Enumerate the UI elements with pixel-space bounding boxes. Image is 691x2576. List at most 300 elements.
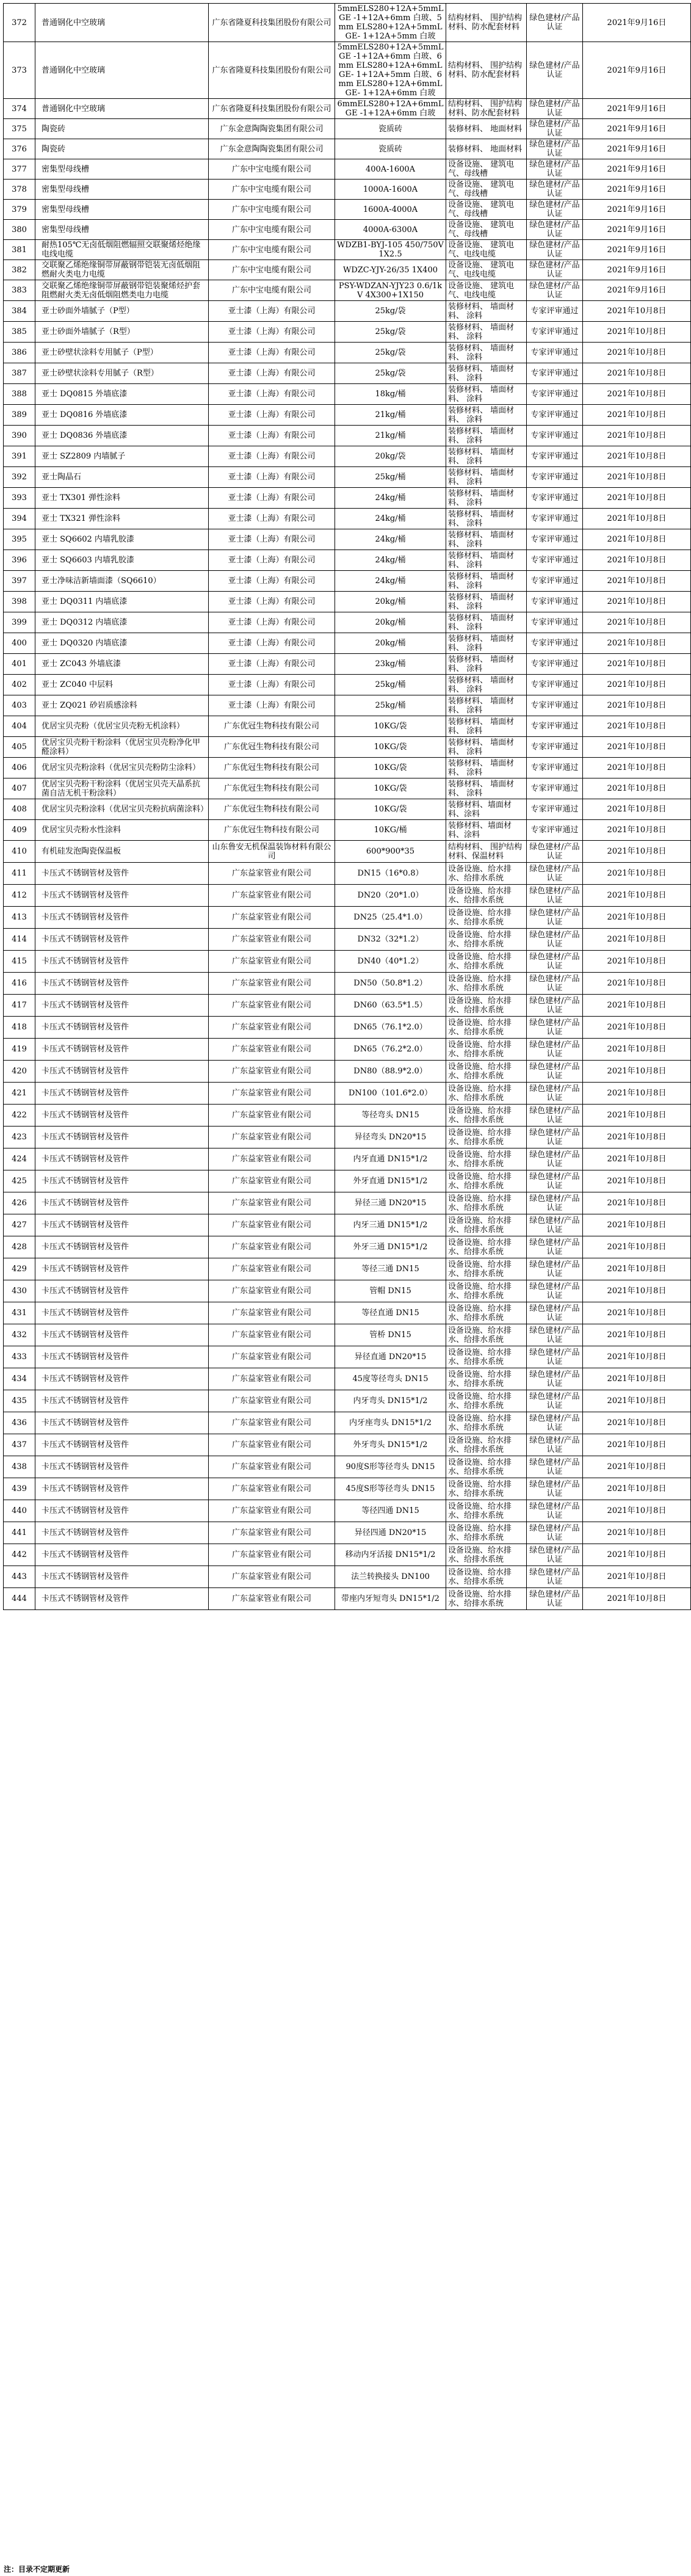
- item-number-cell: 386: [4, 343, 35, 363]
- date-cell: 2021年10月8日: [583, 550, 691, 571]
- certification-cell: 绿色建材/产品认证: [527, 1148, 583, 1170]
- date-cell: 2021年10月8日: [583, 426, 691, 446]
- specification-cell: 5mmELS280+12A+5mmLGE -1+12A+6mm 白玻、5mm ELS280+12A+5mmLGE- 1+12A+5mm 白玻: [335, 4, 446, 42]
- specification-cell: 25kg/桶: [335, 675, 446, 695]
- product-name-cell: 卡压式不锈钢管材及管件: [35, 1148, 209, 1170]
- product-name-cell: 卡压式不锈钢管材及管件: [35, 1412, 209, 1434]
- product-name-cell: 亚士净味洁新墙面漆（SQ6610）: [35, 571, 209, 592]
- application-cell: 设备设施、给水排水、给排水系统: [446, 951, 527, 973]
- company-name-cell: 广东中宝电缆有限公司: [209, 159, 335, 180]
- application-cell: 装修材料、 墙面材料、 涂料: [446, 654, 527, 675]
- table-row: [4, 1214, 691, 1236]
- table-row: [4, 737, 691, 758]
- company-name-cell: 广东优冠生物科技有限公司: [209, 737, 335, 758]
- application-cell: 装修材料、 墙面材料、 涂料: [446, 592, 527, 612]
- application-cell: 结构材料、 围护结构材料、防水配套材料: [446, 99, 527, 119]
- table-row: [4, 159, 691, 180]
- item-number-cell: 418: [4, 1017, 35, 1039]
- company-name-cell: 亚士漆（上海）有限公司: [209, 488, 335, 509]
- product-name-cell: 普通钢化中空玻璃: [35, 4, 209, 42]
- certification-cell: 绿色建材/产品认证: [527, 1280, 583, 1302]
- company-name-cell: 广东益家管业有限公司: [209, 1148, 335, 1170]
- certification-cell: 绿色建材/产品认证: [527, 42, 583, 99]
- product-name-cell: 卡压式不锈钢管材及管件: [35, 1346, 209, 1368]
- company-name-cell: 广东益家管业有限公司: [209, 885, 335, 907]
- application-cell: 装修材料、 墙面材料、 涂料: [446, 446, 527, 467]
- table-row: [4, 1434, 691, 1456]
- date-cell: 2021年10月8日: [583, 1478, 691, 1500]
- company-name-cell: 广东益家管业有限公司: [209, 1566, 335, 1588]
- certification-cell: 专家评审通过: [527, 820, 583, 841]
- company-name-cell: 广东优冠生物科技有限公司: [209, 778, 335, 799]
- certification-cell: 绿色建材/产品认证: [527, 907, 583, 929]
- item-number-cell: 391: [4, 446, 35, 467]
- product-name-cell: 卡压式不锈钢管材及管件: [35, 995, 209, 1017]
- company-name-cell: 广东益家管业有限公司: [209, 1302, 335, 1324]
- specification-cell: 20kg/桶: [335, 612, 446, 633]
- table-row: [4, 1105, 691, 1127]
- application-cell: 设备设施、 建筑电气、母线槽: [446, 159, 527, 180]
- application-cell: 设备设施、给水排水、给排水系统: [446, 863, 527, 885]
- table-row: [4, 612, 691, 633]
- item-number-cell: 396: [4, 550, 35, 571]
- certification-cell: 绿色建材/产品认证: [527, 200, 583, 220]
- specification-cell: 10KG/袋: [335, 716, 446, 737]
- table-row: [4, 929, 691, 951]
- certification-cell: 绿色建材/产品认证: [527, 99, 583, 119]
- product-name-cell: 优居宝贝壳粉干粉涂料（优居宝贝壳粉净化甲醛涂料）: [35, 737, 209, 758]
- specification-cell: 21kg/桶: [335, 405, 446, 426]
- application-cell: 装修材料、墙面材料、涂料: [446, 799, 527, 820]
- company-name-cell: 广东益家管业有限公司: [209, 1324, 335, 1346]
- specification-cell: DN60（63.5*1.5）: [335, 995, 446, 1017]
- item-number-cell: 393: [4, 488, 35, 509]
- specification-cell: 24kg/桶: [335, 571, 446, 592]
- product-name-cell: 卡压式不锈钢管材及管件: [35, 1258, 209, 1280]
- product-name-cell: 密集型母线槽: [35, 200, 209, 220]
- application-cell: 装修材料、 墙面材料、 涂料: [446, 778, 527, 799]
- product-name-cell: 交联聚乙烯绝缘铜带屏蔽钢带铠装聚烯烃护套阻燃耐火类无卤低烟阻燃类电力电缆: [35, 280, 209, 301]
- item-number-cell: 408: [4, 799, 35, 820]
- specification-cell: 内牙座弯头 DN15*1/2: [335, 1412, 446, 1434]
- company-name-cell: 广东益家管业有限公司: [209, 1258, 335, 1280]
- application-cell: 装修材料、 墙面材料、 涂料: [446, 301, 527, 322]
- item-number-cell: 376: [4, 139, 35, 159]
- date-cell: 2021年10月8日: [583, 695, 691, 716]
- table-row: [4, 799, 691, 820]
- certification-cell: 绿色建材/产品认证: [527, 139, 583, 159]
- date-cell: 2021年10月8日: [583, 1522, 691, 1544]
- certification-cell: 绿色建材/产品认证: [527, 1566, 583, 1588]
- item-number-cell: 381: [4, 240, 35, 260]
- certification-cell: 专家评审通过: [527, 716, 583, 737]
- company-name-cell: 广东益家管业有限公司: [209, 995, 335, 1017]
- certification-cell: 绿色建材/产品认证: [527, 841, 583, 863]
- item-number-cell: 379: [4, 200, 35, 220]
- application-cell: 装修材料、 墙面材料、 涂料: [446, 695, 527, 716]
- date-cell: 2021年10月8日: [583, 820, 691, 841]
- application-cell: 结构材料、 围护结构材料、保温材料: [446, 841, 527, 863]
- specification-cell: 等径三通 DN15: [335, 1258, 446, 1280]
- date-cell: 2021年10月8日: [583, 1368, 691, 1390]
- table-row: [4, 1368, 691, 1390]
- product-name-cell: 亚士 ZC043 外墙底漆: [35, 654, 209, 675]
- specification-cell: 等径直通 DN15: [335, 1302, 446, 1324]
- date-cell: 2021年10月8日: [583, 1588, 691, 1610]
- specification-cell: DN40（40*1.2）: [335, 951, 446, 973]
- product-name-cell: 亚士 DQ0311 内墙底漆: [35, 592, 209, 612]
- company-name-cell: 广东省隆夏科技集团股份有限公司: [209, 4, 335, 42]
- date-cell: 2021年10月8日: [583, 1258, 691, 1280]
- specification-cell: WDZB1-BYJ-105 450/750V 1X2.5: [335, 240, 446, 260]
- product-name-cell: 优居宝贝壳粉涂料（优居宝贝壳粉防尘涂料）: [35, 758, 209, 778]
- date-cell: 2021年10月8日: [583, 1192, 691, 1214]
- company-name-cell: 广东益家管业有限公司: [209, 1478, 335, 1500]
- product-name-cell: 卡压式不锈钢管材及管件: [35, 1522, 209, 1544]
- specification-cell: 1600A-4000A: [335, 200, 446, 220]
- certification-cell: 绿色建材/产品认证: [527, 1588, 583, 1610]
- table-row: [4, 1039, 691, 1061]
- application-cell: 装修材料、 地面材料: [446, 139, 527, 159]
- company-name-cell: 广东优冠生物科技有限公司: [209, 820, 335, 841]
- certification-cell: 绿色建材/产品认证: [527, 1017, 583, 1039]
- certification-cell: 绿色建材/产品认证: [527, 1236, 583, 1258]
- specification-cell: 异径三通 DN20*15: [335, 1192, 446, 1214]
- date-cell: 2021年10月8日: [583, 841, 691, 863]
- item-number-cell: 384: [4, 301, 35, 322]
- product-name-cell: 亚士 DQ0815 外墙底漆: [35, 384, 209, 405]
- table-row: [4, 1236, 691, 1258]
- table-row: [4, 841, 691, 863]
- date-cell: 2021年10月8日: [583, 885, 691, 907]
- item-number-cell: 397: [4, 571, 35, 592]
- date-cell: 2021年10月8日: [583, 1017, 691, 1039]
- product-name-cell: 耐热105℃无卤低烟阻燃辐照交联聚烯烃绝缘电线电缆: [35, 240, 209, 260]
- date-cell: 2021年10月8日: [583, 612, 691, 633]
- specification-cell: 5mmELS280+12A+5mmLGE -1+12A+6mm 白玻、6mm ELS280+12A+6mmLGE- 1+12A+5mm 白玻、6mm ELS280+12A+6mmLGE- 1+12A+6mm 白玻: [335, 42, 446, 99]
- table-row: [4, 695, 691, 716]
- product-name-cell: 卡压式不锈钢管材及管件: [35, 1083, 209, 1105]
- certification-cell: 绿色建材/产品认证: [527, 1302, 583, 1324]
- product-name-cell: 亚士砂面外墙腻子（R型）: [35, 322, 209, 343]
- certification-cell: 专家评审通过: [527, 343, 583, 363]
- application-cell: 设备设施、给水排水、给排水系统: [446, 1390, 527, 1412]
- specification-cell: 45度等径弯头 DN15: [335, 1368, 446, 1390]
- certification-cell: 专家评审通过: [527, 446, 583, 467]
- table-row: [4, 405, 691, 426]
- certification-cell: 绿色建材/产品认证: [527, 1478, 583, 1500]
- item-number-cell: 409: [4, 820, 35, 841]
- product-name-cell: 亚士 DQ0320 内墙底漆: [35, 633, 209, 654]
- company-name-cell: 广东益家管业有限公司: [209, 1412, 335, 1434]
- table-row: [4, 1170, 691, 1192]
- certification-cell: 专家评审通过: [527, 384, 583, 405]
- table-row: [4, 1192, 691, 1214]
- certification-cell: 专家评审通过: [527, 633, 583, 654]
- certification-cell: 绿色建材/产品认证: [527, 1192, 583, 1214]
- certification-cell: 专家评审通过: [527, 592, 583, 612]
- product-name-cell: 卡压式不锈钢管材及管件: [35, 1588, 209, 1610]
- date-cell: 2021年10月8日: [583, 1061, 691, 1083]
- product-name-cell: 卡压式不锈钢管材及管件: [35, 885, 209, 907]
- application-cell: 装修材料、 墙面材料、 涂料: [446, 675, 527, 695]
- table-row: [4, 778, 691, 799]
- table-row: [4, 1478, 691, 1500]
- date-cell: 2021年10月8日: [583, 737, 691, 758]
- product-name-cell: 卡压式不锈钢管材及管件: [35, 1017, 209, 1039]
- product-name-cell: 卡压式不锈钢管材及管件: [35, 1214, 209, 1236]
- specification-cell: 移动内牙活接 DN15*1/2: [335, 1544, 446, 1566]
- table-row: [4, 1390, 691, 1412]
- specification-cell: 外牙直通 DN15*1/2: [335, 1170, 446, 1192]
- company-name-cell: 亚士漆（上海）有限公司: [209, 405, 335, 426]
- company-name-cell: 广东金意陶陶瓷集团有限公司: [209, 139, 335, 159]
- application-cell: 结构材料、 围护结构材料、防水配套材料: [446, 4, 527, 42]
- product-name-cell: 陶瓷砖: [35, 119, 209, 139]
- specification-cell: 20kg/桶: [335, 633, 446, 654]
- company-name-cell: 广东益家管业有限公司: [209, 1280, 335, 1302]
- date-cell: 2021年10月8日: [583, 488, 691, 509]
- item-number-cell: 423: [4, 1127, 35, 1148]
- company-name-cell: 广东益家管业有限公司: [209, 1039, 335, 1061]
- certification-cell: 绿色建材/产品认证: [527, 885, 583, 907]
- date-cell: 2021年10月8日: [583, 929, 691, 951]
- date-cell: 2021年9月16日: [583, 99, 691, 119]
- table-row: [4, 1280, 691, 1302]
- specification-cell: 10KG/袋: [335, 758, 446, 778]
- date-cell: 2021年10月8日: [583, 1324, 691, 1346]
- specification-cell: 管帽 DN15: [335, 1280, 446, 1302]
- certification-cell: 专家评审通过: [527, 529, 583, 550]
- specification-cell: 内牙弯头 DN15*1/2: [335, 1390, 446, 1412]
- date-cell: 2021年9月16日: [583, 159, 691, 180]
- company-name-cell: 广东中宝电缆有限公司: [209, 180, 335, 200]
- date-cell: 2021年10月8日: [583, 405, 691, 426]
- date-cell: 2021年9月16日: [583, 280, 691, 301]
- date-cell: 2021年10月8日: [583, 571, 691, 592]
- catalog-body: [4, 4, 691, 1610]
- specification-cell: 带座内牙短弯头 DN15*1/2: [335, 1588, 446, 1610]
- specification-cell: 24kg/桶: [335, 488, 446, 509]
- product-name-cell: 卡压式不锈钢管材及管件: [35, 1302, 209, 1324]
- certification-cell: 绿色建材/产品认证: [527, 1039, 583, 1061]
- product-name-cell: 卡压式不锈钢管材及管件: [35, 1456, 209, 1478]
- specification-cell: 6mmELS280+12A+6mmLGE -1+12A+6mm 白玻: [335, 99, 446, 119]
- certification-cell: 专家评审通过: [527, 758, 583, 778]
- application-cell: 设备设施、 建筑电气、电线电缆: [446, 280, 527, 301]
- product-name-cell: 普通钢化中空玻璃: [35, 99, 209, 119]
- company-name-cell: 广东中宝电缆有限公司: [209, 200, 335, 220]
- application-cell: 结构材料、 围护结构材料、防水配套材料: [446, 42, 527, 99]
- date-cell: 2021年10月8日: [583, 973, 691, 995]
- company-name-cell: 广东优冠生物科技有限公司: [209, 716, 335, 737]
- application-cell: 装修材料、墙面材料、涂料: [446, 820, 527, 841]
- company-name-cell: 亚士漆（上海）有限公司: [209, 675, 335, 695]
- item-number-cell: 394: [4, 509, 35, 529]
- date-cell: 2021年10月8日: [583, 1456, 691, 1478]
- item-number-cell: 433: [4, 1346, 35, 1368]
- product-name-cell: 亚士 ZC040 中层料: [35, 675, 209, 695]
- certification-cell: 绿色建材/产品认证: [527, 1061, 583, 1083]
- date-cell: 2021年9月16日: [583, 42, 691, 99]
- date-cell: 2021年10月8日: [583, 1170, 691, 1192]
- company-name-cell: 亚士漆（上海）有限公司: [209, 384, 335, 405]
- product-name-cell: 亚士 TX321 弹性涂料: [35, 509, 209, 529]
- certification-cell: 绿色建材/产品认证: [527, 863, 583, 885]
- date-cell: 2021年9月16日: [583, 119, 691, 139]
- company-name-cell: 广东益家管业有限公司: [209, 1017, 335, 1039]
- product-name-cell: 卡压式不锈钢管材及管件: [35, 1127, 209, 1148]
- item-number-cell: 432: [4, 1324, 35, 1346]
- table-row: [4, 260, 691, 280]
- company-name-cell: 广东益家管业有限公司: [209, 973, 335, 995]
- company-name-cell: 广东中宝电缆有限公司: [209, 220, 335, 240]
- application-cell: 设备设施、给水排水、给排水系统: [446, 1500, 527, 1522]
- company-name-cell: 广东益家管业有限公司: [209, 1368, 335, 1390]
- table-row: [4, 280, 691, 301]
- table-row: [4, 907, 691, 929]
- application-cell: 设备设施、给水排水、给排水系统: [446, 995, 527, 1017]
- application-cell: 设备设施、给水排水、给排水系统: [446, 1170, 527, 1192]
- application-cell: 设备设施、给水排水、给排水系统: [446, 1083, 527, 1105]
- table-row: [4, 343, 691, 363]
- table-row: [4, 951, 691, 973]
- product-name-cell: 亚士 DQ0836 外墙底漆: [35, 426, 209, 446]
- item-number-cell: 416: [4, 973, 35, 995]
- table-row: [4, 119, 691, 139]
- specification-cell: 25kg/袋: [335, 301, 446, 322]
- item-number-cell: 434: [4, 1368, 35, 1390]
- specification-cell: 等径弯头 DN15: [335, 1105, 446, 1127]
- date-cell: 2021年9月16日: [583, 240, 691, 260]
- date-cell: 2021年10月8日: [583, 322, 691, 343]
- certification-cell: 专家评审通过: [527, 695, 583, 716]
- certification-cell: 绿色建材/产品认证: [527, 929, 583, 951]
- certification-cell: 绿色建材/产品认证: [527, 1500, 583, 1522]
- company-name-cell: 广东益家管业有限公司: [209, 1588, 335, 1610]
- table-row: [4, 1544, 691, 1566]
- table-row: [4, 1083, 691, 1105]
- company-name-cell: 亚士漆（上海）有限公司: [209, 550, 335, 571]
- item-number-cell: 389: [4, 405, 35, 426]
- application-cell: 设备设施、 建筑电气、母线槽: [446, 220, 527, 240]
- certification-cell: 绿色建材/产品认证: [527, 159, 583, 180]
- item-number-cell: 417: [4, 995, 35, 1017]
- item-number-cell: 377: [4, 159, 35, 180]
- company-name-cell: 广东益家管业有限公司: [209, 1346, 335, 1368]
- company-name-cell: 广东益家管业有限公司: [209, 1544, 335, 1566]
- date-cell: 2021年10月8日: [583, 995, 691, 1017]
- date-cell: 2021年10月8日: [583, 1148, 691, 1170]
- certification-cell: 绿色建材/产品认证: [527, 4, 583, 42]
- company-name-cell: 亚士漆（上海）有限公司: [209, 654, 335, 675]
- table-row: [4, 885, 691, 907]
- certification-cell: 专家评审通过: [527, 322, 583, 343]
- product-name-cell: 亚士 SQ6602 内墙乳胶漆: [35, 529, 209, 550]
- certification-cell: 专家评审通过: [527, 778, 583, 799]
- company-name-cell: 广东省隆夏科技集团股份有限公司: [209, 42, 335, 99]
- certification-cell: 专家评审通过: [527, 363, 583, 384]
- application-cell: 装修材料、 墙面材料、 涂料: [446, 529, 527, 550]
- table-row: [4, 220, 691, 240]
- table-row: [4, 42, 691, 99]
- company-name-cell: 广东益家管业有限公司: [209, 1192, 335, 1214]
- product-name-cell: 卡压式不锈钢管材及管件: [35, 1566, 209, 1588]
- table-row: [4, 995, 691, 1017]
- date-cell: 2021年10月8日: [583, 1127, 691, 1148]
- item-number-cell: 420: [4, 1061, 35, 1083]
- company-name-cell: 广东益家管业有限公司: [209, 951, 335, 973]
- application-cell: 设备设施、给水排水、给排水系统: [446, 1214, 527, 1236]
- application-cell: 设备设施、 建筑电气、母线槽: [446, 200, 527, 220]
- specification-cell: PSY-WDZAN-YJY23 0.6/1kV 4X300+1X150: [335, 280, 446, 301]
- application-cell: 设备设施、给水排水、给排水系统: [446, 1148, 527, 1170]
- specification-cell: 外牙弯头 DN15*1/2: [335, 1434, 446, 1456]
- certification-cell: 绿色建材/产品认证: [527, 995, 583, 1017]
- table-row: [4, 301, 691, 322]
- date-cell: 2021年10月8日: [583, 1105, 691, 1127]
- specification-cell: 内牙三通 DN15*1/2: [335, 1214, 446, 1236]
- application-cell: 设备设施、给水排水、给排水系统: [446, 1434, 527, 1456]
- product-name-cell: 密集型母线槽: [35, 220, 209, 240]
- table-row: [4, 973, 691, 995]
- item-number-cell: 443: [4, 1566, 35, 1588]
- item-number-cell: 412: [4, 885, 35, 907]
- specification-cell: 90度S形等径弯头 DN15: [335, 1456, 446, 1478]
- specification-cell: DN20（20*1.0）: [335, 885, 446, 907]
- specification-cell: DN80（88.9*2.0）: [335, 1061, 446, 1083]
- product-name-cell: 卡压式不锈钢管材及管件: [35, 1478, 209, 1500]
- certification-cell: 绿色建材/产品认证: [527, 973, 583, 995]
- table-row: [4, 592, 691, 612]
- product-name-cell: 亚士 SQ6603 内墙乳胶漆: [35, 550, 209, 571]
- table-row: [4, 488, 691, 509]
- specification-cell: 45度S形等径弯头 DN15: [335, 1478, 446, 1500]
- product-name-cell: 陶瓷砖: [35, 139, 209, 159]
- date-cell: 2021年10月8日: [583, 778, 691, 799]
- application-cell: 设备设施、给水排水、给排水系统: [446, 1017, 527, 1039]
- application-cell: 设备设施、给水排水、给排水系统: [446, 1127, 527, 1148]
- company-name-cell: 广东金意陶陶瓷集团有限公司: [209, 119, 335, 139]
- certification-cell: 专家评审通过: [527, 737, 583, 758]
- certification-cell: 绿色建材/产品认证: [527, 119, 583, 139]
- specification-cell: 内牙直通 DN15*1/2: [335, 1148, 446, 1170]
- date-cell: 2021年10月8日: [583, 716, 691, 737]
- date-cell: 2021年10月8日: [583, 592, 691, 612]
- certification-cell: 绿色建材/产品认证: [527, 220, 583, 240]
- product-name-cell: 交联聚乙烯绝缘铜带屏蔽钢带铠装无卤低烟阻燃耐火类电力电缆: [35, 260, 209, 280]
- product-name-cell: 卡压式不锈钢管材及管件: [35, 1061, 209, 1083]
- specification-cell: DN65（76.2*2.0）: [335, 1039, 446, 1061]
- product-name-cell: 卡压式不锈钢管材及管件: [35, 1236, 209, 1258]
- item-number-cell: 413: [4, 907, 35, 929]
- date-cell: 2021年10月8日: [583, 1280, 691, 1302]
- application-cell: 设备设施、给水排水、给排水系统: [446, 1566, 527, 1588]
- application-cell: 装修材料、 墙面材料、 涂料: [446, 363, 527, 384]
- date-cell: 2021年10月8日: [583, 633, 691, 654]
- application-cell: 装修材料、 墙面材料、 涂料: [446, 488, 527, 509]
- product-name-cell: 优居宝贝壳粉水性涂料: [35, 820, 209, 841]
- specification-cell: 18kg/桶: [335, 384, 446, 405]
- company-name-cell: 亚士漆（上海）有限公司: [209, 363, 335, 384]
- specification-cell: DN25（25.4*1.0）: [335, 907, 446, 929]
- date-cell: 2021年10月8日: [583, 1544, 691, 1566]
- certification-cell: 绿色建材/产品认证: [527, 1324, 583, 1346]
- application-cell: 设备设施、给水排水、给排水系统: [446, 1192, 527, 1214]
- company-name-cell: 亚士漆（上海）有限公司: [209, 467, 335, 488]
- item-number-cell: 404: [4, 716, 35, 737]
- table-row: [4, 322, 691, 343]
